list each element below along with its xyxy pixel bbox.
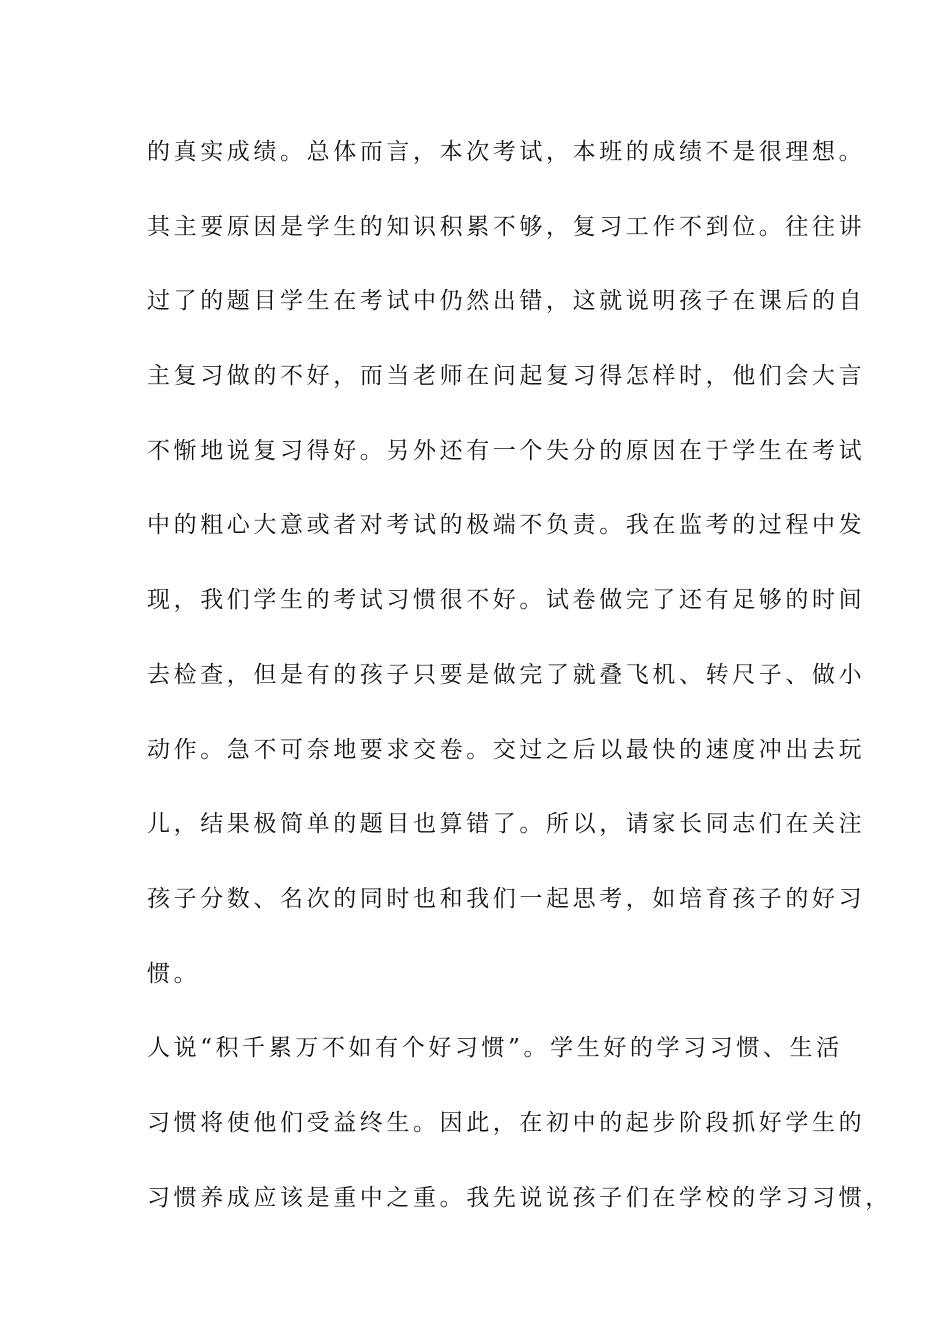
text-line: 人说“积千累万不如有个好习惯”。学生好的学习习惯、生活 bbox=[147, 1035, 843, 1062]
text-line: 习惯将使他们受益终生。因此，在初中的起步阶段抓好学生的 bbox=[147, 1109, 866, 1136]
text-line: 中的粗心大意或者对考试的极端不负责。我在监考的过程中发 bbox=[147, 512, 866, 539]
document-body bbox=[147, 130, 892, 1250]
text-line: 惯。 bbox=[147, 960, 201, 987]
text-line: 孩子分数、名次的同时也和我们一起思考，如培育孩子的好习 bbox=[147, 885, 866, 912]
text-line: 不惭地说复习得好。另外还有一个失分的原因在于学生在考试 bbox=[147, 437, 866, 464]
text-line: 现，我们学生的考试习惯很不好。试卷做完了还有足够的时间 bbox=[147, 587, 866, 614]
text-line: 去检查，但是有的孩子只要是做完了就叠飞机、转尺子、做小 bbox=[147, 661, 866, 688]
text-line: 的真实成绩。总体而言，本次考试，本班的成绩不是很理想。 bbox=[147, 139, 866, 165]
text-line: 儿，结果极简单的题目也算错了。所以，请家长同志们在关注 bbox=[147, 811, 866, 838]
text-line: 其主要原因是学生的知识积累不够，复习工作不到位。往往讲 bbox=[147, 213, 866, 240]
text-line: 习惯养成应该是重中之重。我先说说孩子们在学校的学习习惯， bbox=[147, 1184, 892, 1211]
text-line: 动作。急不可奈地要求交卷。交过之后以最快的速度冲出去玩 bbox=[147, 736, 866, 763]
text-line: 主复习做的不好，而当老师在问起复习得怎样时，他们会大言 bbox=[147, 363, 866, 390]
text-line: 过了的题目学生在考试中仍然出错，这就说明孩子在课后的自 bbox=[147, 288, 866, 315]
